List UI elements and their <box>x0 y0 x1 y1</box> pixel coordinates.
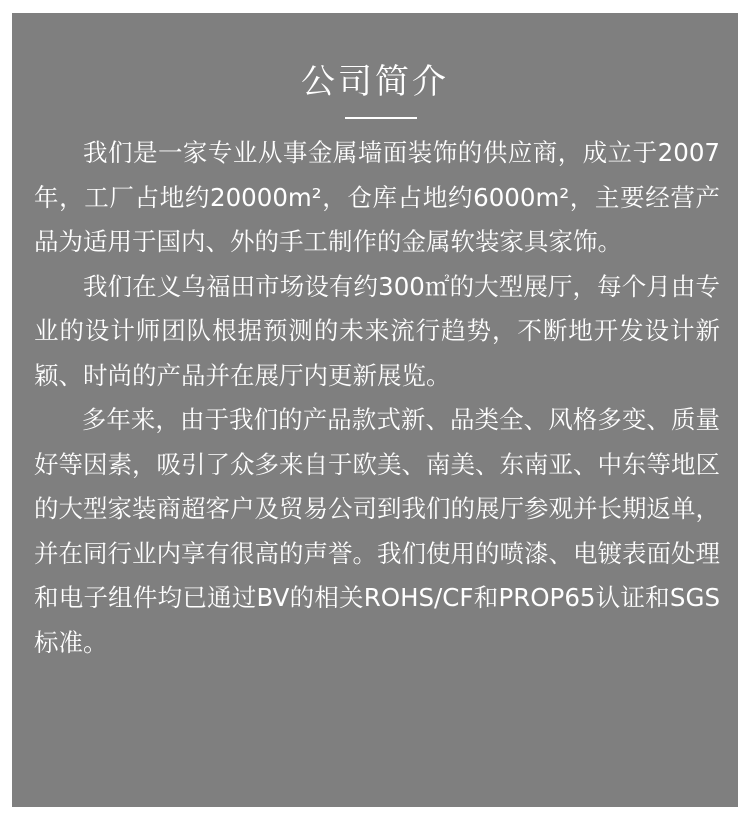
paragraph-customers-certifications: 多年来，由于我们的产品款式新、品类全、风格多变、质量好等因素，吸引了众多来自于欧美、南美、东南亚、中东等地区的大型家装商超客户及贸易公司到我们的展厅参观并长期返单，并在同行业内享有很高的声誉。我们使用的喷漆、电镀表面处理和电子组件均已通过BV的相关ROHS/CF和PROP65认证和SGS标准。 <box>34 405 720 657</box>
page-title: 公司简介 <box>301 62 449 102</box>
paragraph-showroom: 我们在义乌福田市场设有约300㎡的大型展厅，每个月由专业的设计师团队根据预测的未来流行趋势，不断地开发设计新颖、时尚的产品并在展厅内更新展览。 <box>34 271 720 390</box>
profile-body <box>34 131 720 665</box>
title-underline <box>345 117 417 119</box>
company-profile-panel <box>12 13 738 807</box>
paragraph-company-overview: 我们是一家专业从事金属墙面装饰的供应商，成立于2007年，工厂占地约20000m²，仓库占地约6000m²，主要经营产品为适用于国内、外的手工制作的金属软装家具家饰。 <box>34 138 720 256</box>
